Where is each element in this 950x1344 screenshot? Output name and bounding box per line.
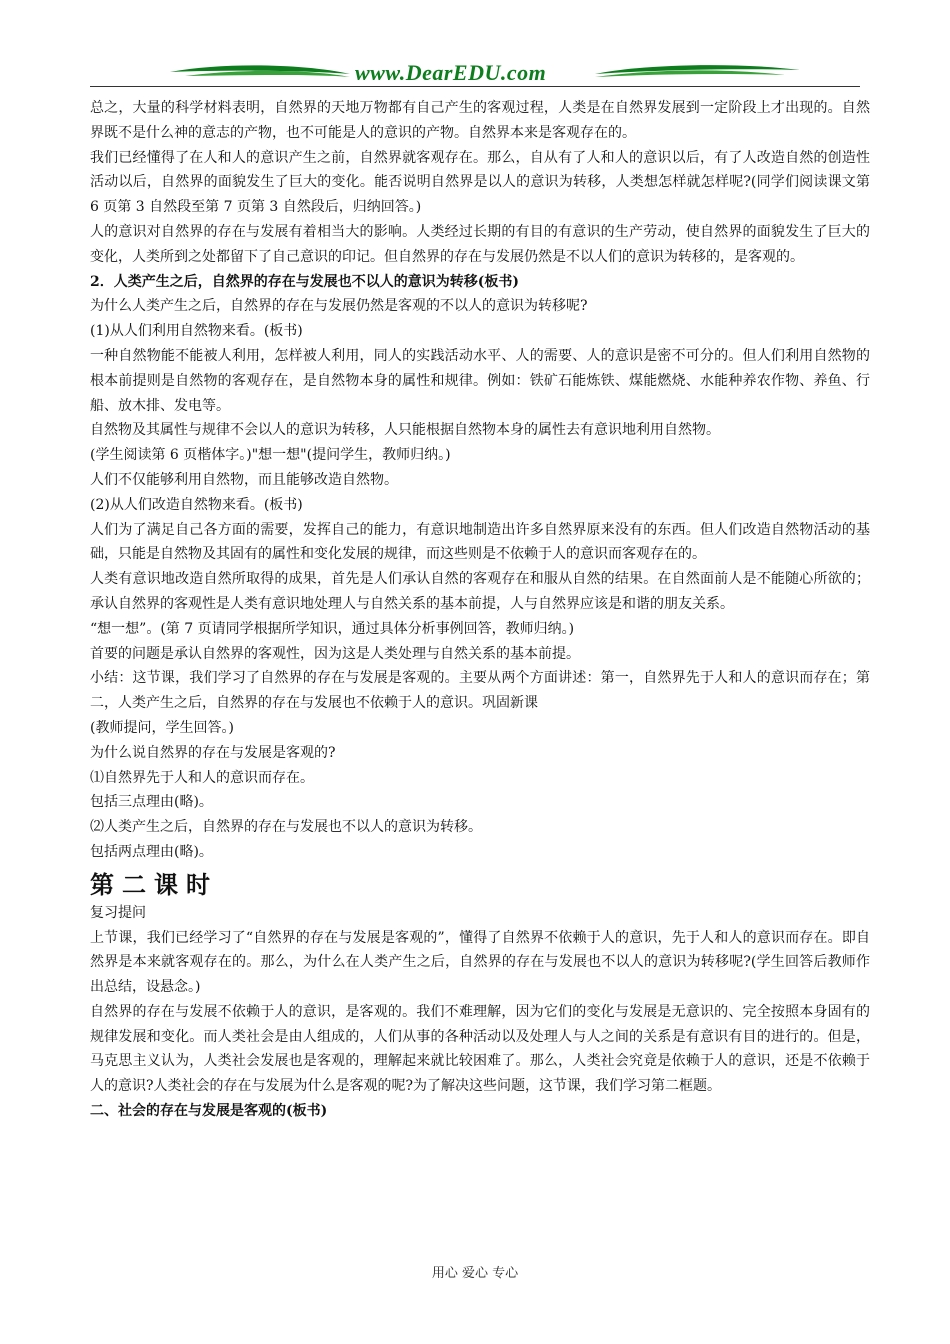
subheading: 2．人类产生之后，自然界的存在与发展也不以人的意识为转移(板书): [90, 273, 519, 290]
paragraph: 人们为了满足自己各方面的需要，发挥自己的能力，有意识地制造出许多自然界原来没有的东西。但人们改造自然物活动的基础，只能是自然物及其固有的属性和变化发展的规律，而这些则是不依赖于人的意识而客观存在的。: [90, 521, 870, 563]
paragraph: 包括三点理由(略)。: [90, 794, 213, 811]
paragraph: 为什么人类产生之后，自然界的存在与发展仍然是客观的不以人的意识为转移呢?: [90, 298, 588, 315]
paragraph: 一种自然物能不能被人利用，怎样被人利用，同人的实践活动水平、人的需要、人的意识是密不可分的。但人们利用自然物的根本前提则是自然物的客观存在，是自然物本身的属性和规律。例如：铁矿石能炼铁、煤能燃烧、水能种养农作物、养鱼、行船、放木排、发电等。: [90, 347, 870, 414]
header-divider: [90, 86, 860, 87]
paragraph: 上节课，我们已经学习了“自然界的存在与发展是客观的”，懂得了自然界不依赖于人的意识，先于人和人的意识而存在。即自然界是本来就客观存在的。那么，为什么在人类产生之后，自然界的存在与发展也不以人的意识为转移呢?(学生回答后教师作出总结，设悬念。): [90, 929, 870, 996]
paragraph: 人类有意识地改造自然所取得的成果，首先是人们承认自然的客观存在和服从自然的结果。在自然面前人是不能随心所欲的；承认自然界的客观性是人类有意识地处理人与自然关系的基本前提，人与自然界应该是和谐的朋友关系。: [90, 571, 870, 612]
document-body: [90, 96, 870, 1124]
paragraph: 首要的问题是承认自然界的客观性，因为这是人类处理与自然关系的基本前提。: [90, 645, 580, 662]
paragraph: 自然界的存在与发展不依赖于人的意识，是客观的。我们不难理解，因为它们的变化与发展是无意识的、完全按照本身固有的规律发展和变化。而人类社会是由人组成的，人们从事的各种活动以及处理人与人之间的关系是有意识有目的进行的。但是，马克思主义认为，人类社会发展也是客观的，理解起来就比较困难了。那么，人类社会究竟是依赖于人的意识，还是不依赖于人的意识?人类社会的存在与发展为什么是客观的呢?为了解决这些问题，这节课，我们学习第二框题。: [90, 1003, 870, 1095]
paragraph: 为什么说自然界的存在与发展是客观的?: [90, 744, 336, 761]
paragraph: 小结：这节课，我们学习了自然界的存在与发展是客观的。主要从两个方面讲述：第一，自然界先于人和人的意识而存在；第二，人类产生之后，自然界的存在与发展也不依赖于人的意识。巩固新课: [90, 670, 870, 712]
site-logo-text: www.DearEDU.com: [355, 60, 547, 85]
paragraph: 总之，大量的科学材料表明，自然界的天地万物都有自己产生的客观过程，人类是在自然界发展到一定阶段上才出现的。自然界既不是什么神的意志的产物，也不可能是人的意识的产物。自然界本来是客观存在的。: [90, 100, 870, 141]
paragraph: 复习提问: [90, 904, 146, 921]
paragraph: 人的意识对自然界的存在与发展有着相当大的影响。人类经过长期的有目的有意识的生产劳动，使自然界的面貌发生了巨大的变化，人类所到之处都留下了自己意识的印记。但自然界的存在与发展仍然是不以人们的意识为转移的，是客观的。: [90, 223, 870, 265]
paragraph: “想一想”。(第 7 页请同学根据所学知识，通过具体分析事例回答，教师归纳。): [90, 620, 575, 637]
paragraph: (教师提问，学生回答。): [90, 719, 234, 736]
paragraph: 包括两点理由(略)。: [90, 843, 213, 860]
paragraph: ⑵人类产生之后，自然界的存在与发展也不以人的意识为转移。: [90, 819, 482, 836]
paragraph: (2)从人们改造自然物来看。(板书): [90, 496, 303, 513]
subheading: 二、社会的存在与发展是客观的(板书): [90, 1103, 328, 1120]
section-title: 第二课时: [90, 870, 218, 899]
paragraph: ⑴自然界先于人和人的意识而存在。: [90, 769, 314, 786]
page-footer: 用心 爱心 专心: [431, 1266, 519, 1281]
site-header-banner: [165, 56, 805, 90]
paragraph: (学生阅读第 6 页楷体字。)"想一想"(提问学生，教师归纳。): [90, 447, 451, 464]
paragraph: (1)从人们利用自然物来看。(板书): [90, 323, 303, 340]
paragraph: 人们不仅能够利用自然物，而且能够改造自然物。: [90, 471, 398, 488]
paragraph: 我们已经懂得了在人和人的意识产生之前，自然界就客观存在。那么，自从有了人和人的意识以后，有了人改造自然的创造性活动以后，自然界的面貌发生了巨大的变化。能否说明自然界是以人的意识为转移，人类想怎样就怎样呢?(同学们阅读课文第 6 页第 3 自然段至第 7 页第 3 自然段后，归纳回答。): [90, 149, 870, 216]
paragraph: 自然物及其属性与规律不会以人的意识为转移，人只能根据自然物本身的属性去有意识地利用自然物。: [90, 422, 720, 439]
